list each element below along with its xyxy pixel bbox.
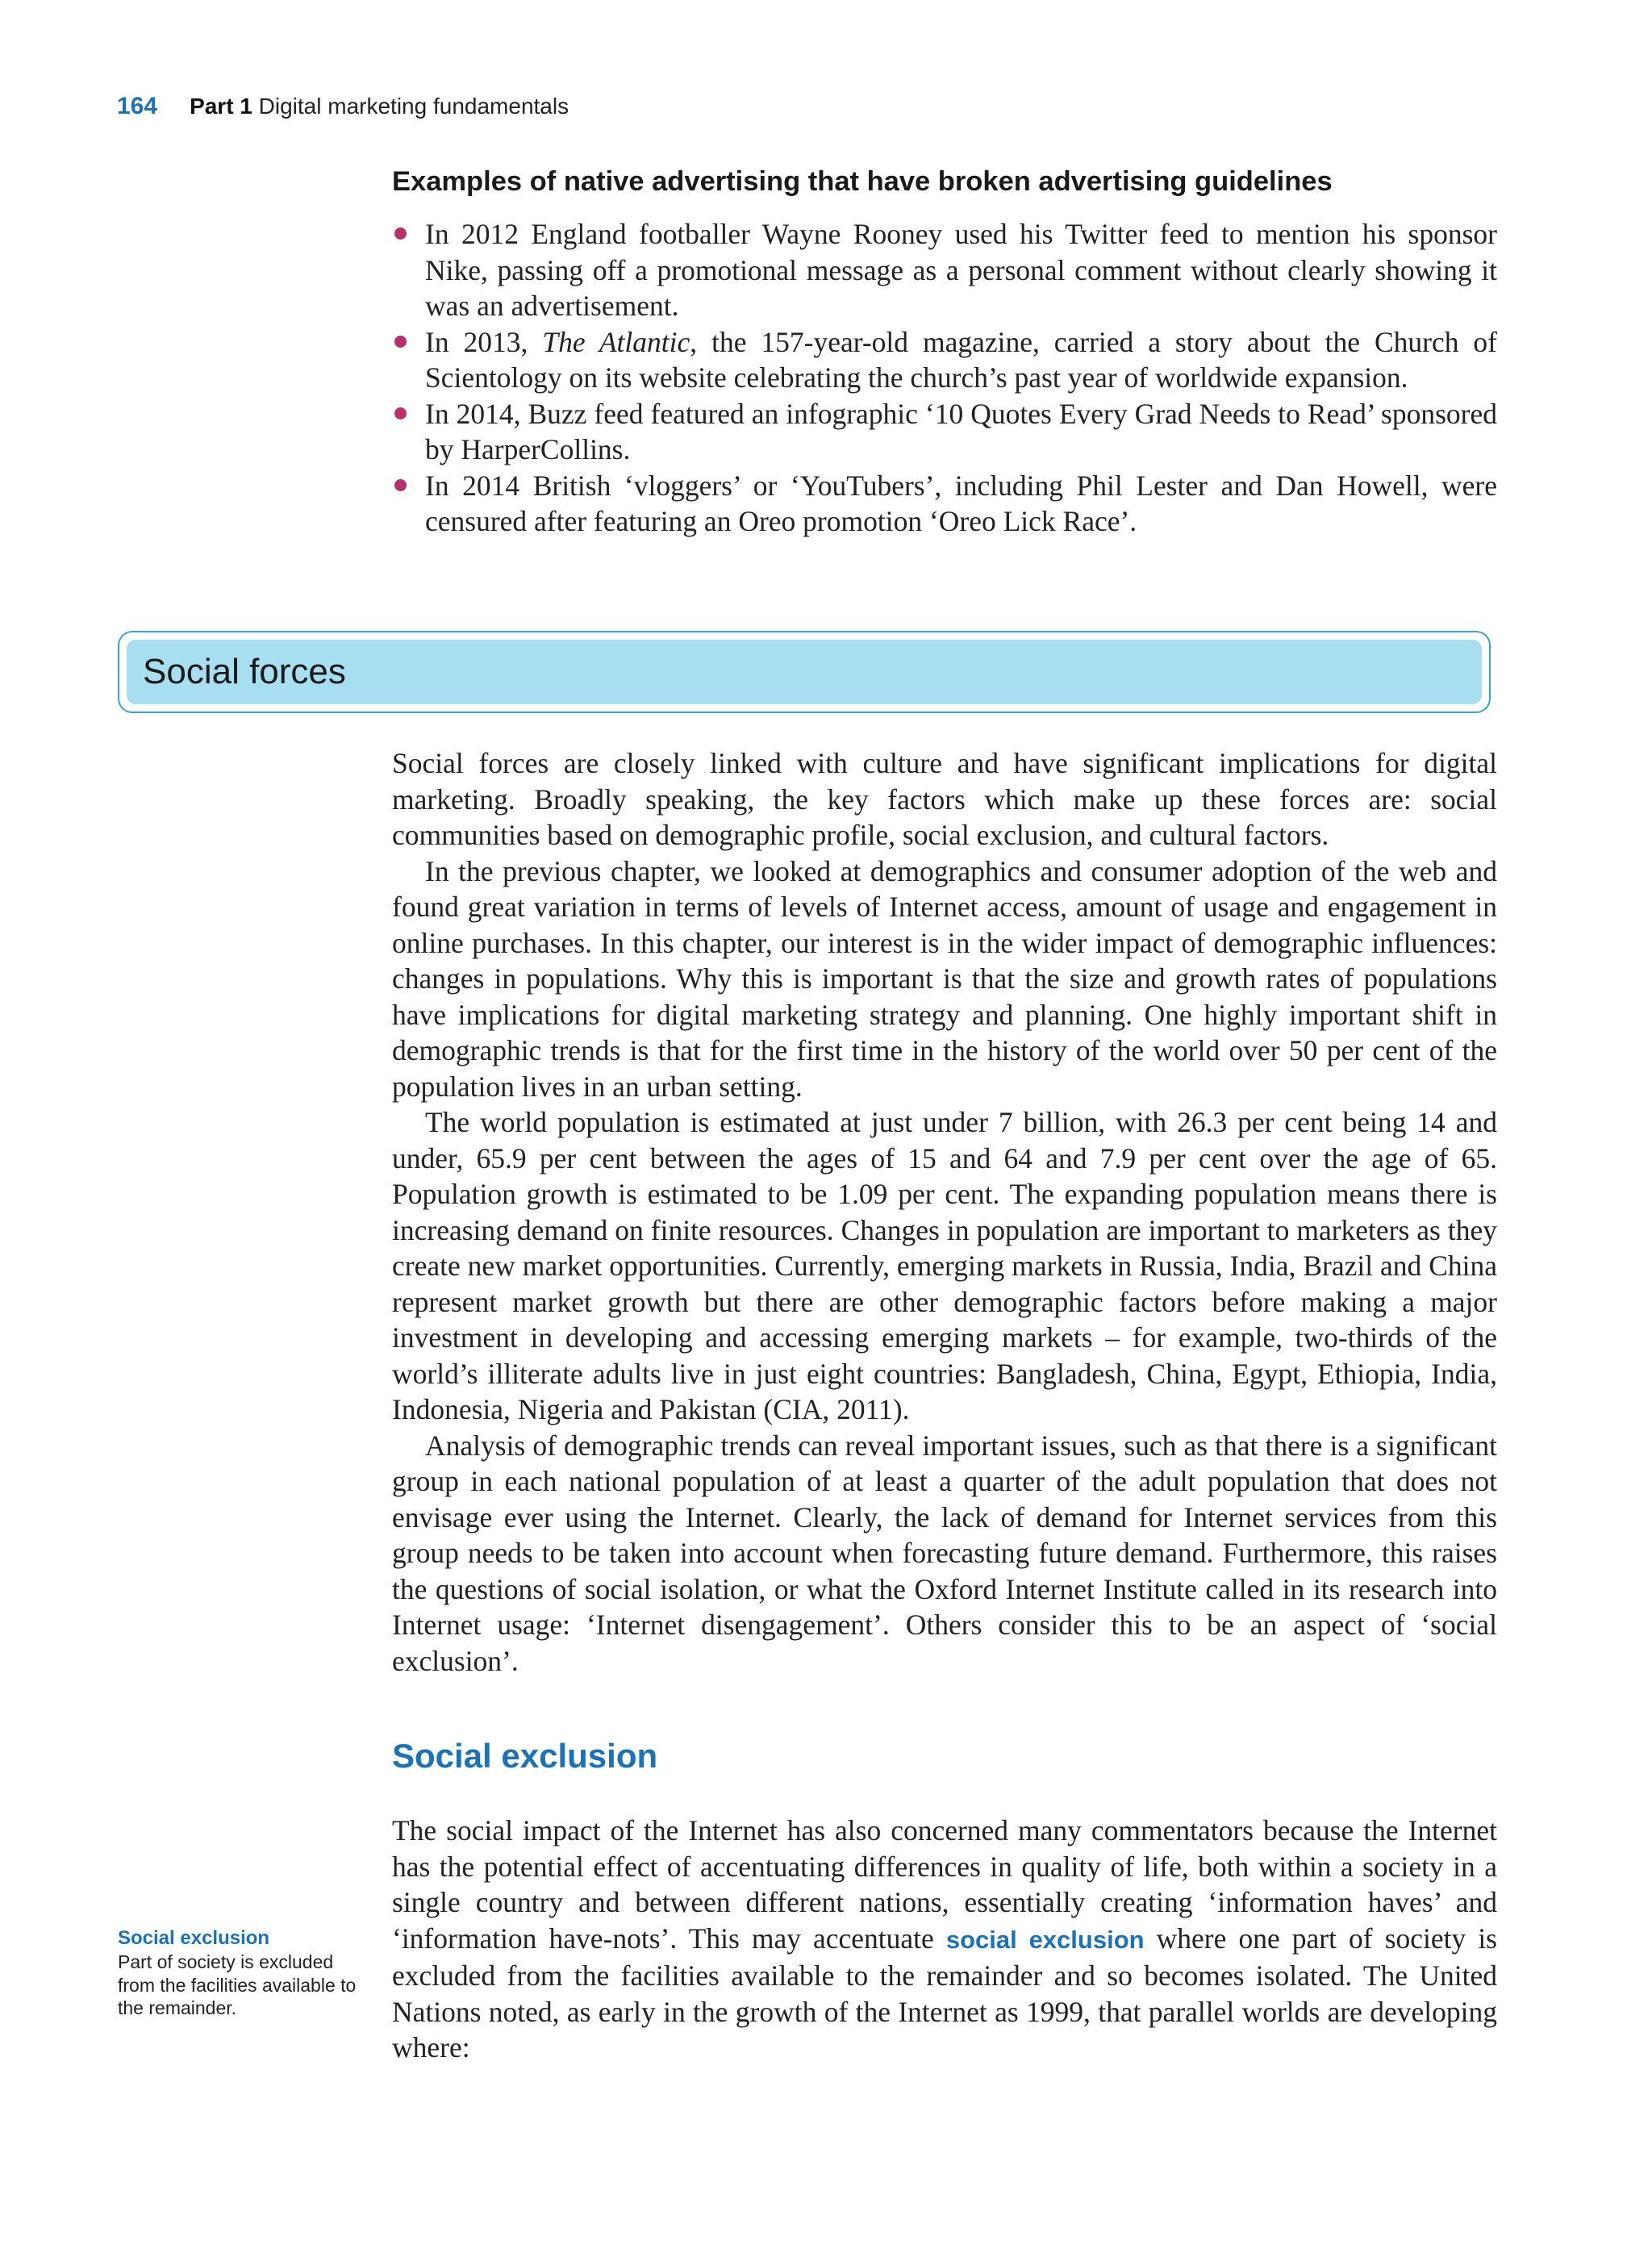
section-banner-fill [127, 640, 1482, 704]
page-number: 164 [117, 93, 158, 119]
part-label: Part 1 [190, 94, 252, 119]
social-forces-body [392, 745, 1497, 1679]
part-title: Digital marketing fundamentals [258, 94, 569, 119]
bullet-dot-icon [394, 227, 407, 240]
paragraph-text-start: The social impact of the Internet has also concerned many commentators because the Internet has the potential effect of accentuating differences in quality of life, both within a society in a single country and between different nations, essentially creating ‘information haves’ and ‘information have-nots’. This may accentuate [392, 1814, 1497, 1955]
margin-glossary-note [118, 1926, 360, 2020]
examples-heading: Examples of native advertising that have broken advertising guidelines [392, 166, 1333, 197]
social-exclusion-body [392, 1813, 1497, 2066]
running-header [117, 90, 569, 123]
list-item-text-end: , the 157-year-old magazine, carried a story about the Church of Scientology on its website celebrating the church’s past year of worldwide expansion. [425, 325, 1497, 394]
examples-list [392, 216, 1497, 540]
publication-title: The Atlantic [542, 325, 690, 358]
list-item-text: In 2014 British ‘vloggers’ or ‘YouTubers’, including Phil Lester and Dan Howell, were censured after featuring an Oreo promotion ‘Oreo Lick Race’. [425, 469, 1497, 537]
body-paragraph: Analysis of demographic trends can reveal important issues, such as that there is a significant group in each national population of at least a quarter of the adult population that does not envisage ever using the Internet. Clearly, the lack of demand for Internet services from this group needs to be taken into account when forecasting future demand. Furthermore, this raises the questions of social isolation, or what the Oxford Internet Institute called in its research into Internet usage: ‘Internet disengagement’. Others consider this to be an aspect of ‘social exclusion’. [392, 1429, 1497, 1677]
list-item [392, 324, 1497, 396]
list-item-text: In 2014, Buzz feed featured an infographic ‘10 Quotes Every Grad Needs to Read’ sponsored by HarperCollins. [425, 397, 1497, 465]
body-paragraph: In the previous chapter, we looked at demographics and consumer adoption of the web and found great variation in terms of levels of Internet access, amount of usage and engagement in online purchases. In this chapter, our interest is in the wider impact of demographic influences: changes in populations. Why this is important is that the size and growth rates of populations have implications for digital marketing strategy and planning. One highly important shift in demographic trends is that for the first time in the history of the world over 50 per cent of the population lives in an urban setting. [392, 854, 1497, 1103]
bullet-dot-icon [394, 407, 407, 419]
bullet-dot-icon [394, 479, 407, 491]
glossary-definition: Part of society is excluded from the facilities available to the remainder. [118, 1951, 357, 2018]
key-term: social exclusion [945, 1925, 1145, 1954]
body-paragraph [392, 1813, 1497, 2066]
paragraph-text-end: where one part of society is excluded from the facilities available to the remainder and so becomes isolated. The United Nations noted, as early in the growth of the Internet as 1999, that parallel worlds are developing where: [392, 1922, 1497, 2063]
list-item [392, 396, 1497, 468]
section-title: Social forces [143, 652, 346, 691]
list-item-text: In 2012 England footballer Wayne Rooney used his Twitter feed to mention his sponsor Nike, passing off a promotional message as a personal comment without clearly showing it was an advertisement. [425, 218, 1497, 322]
body-paragraph: The world population is estimated at just under 7 billion, with 26.3 per cent being 14 and under, 65.9 per cent between the ages of 15 and 64 and 7.9 per cent over the age of 65. Population growth is estimated to be 1.09 per cent. The expanding population means there is increasing demand on finite resources. Changes in population are important to marketers as they create new market opportunities. Currently, emerging markets in Russia, India, Brazil and China represent market growth but there are other demographic factors before making a major investment in developing and accessing emerging markets – for example, two-thirds of the world’s illiterate adults live in just eight countries: Bangladesh, China, Egypt, Ethiopia, India, Indonesia, Nigeria and Pakistan (CIA, 2011). [392, 1106, 1497, 1425]
glossary-term: Social exclusion [118, 1927, 270, 1949]
list-item [392, 216, 1497, 324]
section-banner [118, 631, 1491, 713]
list-item-text-start: In 2013, [425, 325, 543, 358]
body-paragraph: Social forces are closely linked with culture and have significant implications for digital marketing. Broadly speaking, the key factors which make up these forces are: social communities based on demographic profile, social exclusion, and cultural factors. [392, 747, 1497, 851]
subsection-heading: Social exclusion [392, 1737, 658, 1775]
list-item [392, 468, 1497, 540]
bullet-dot-icon [394, 336, 407, 348]
